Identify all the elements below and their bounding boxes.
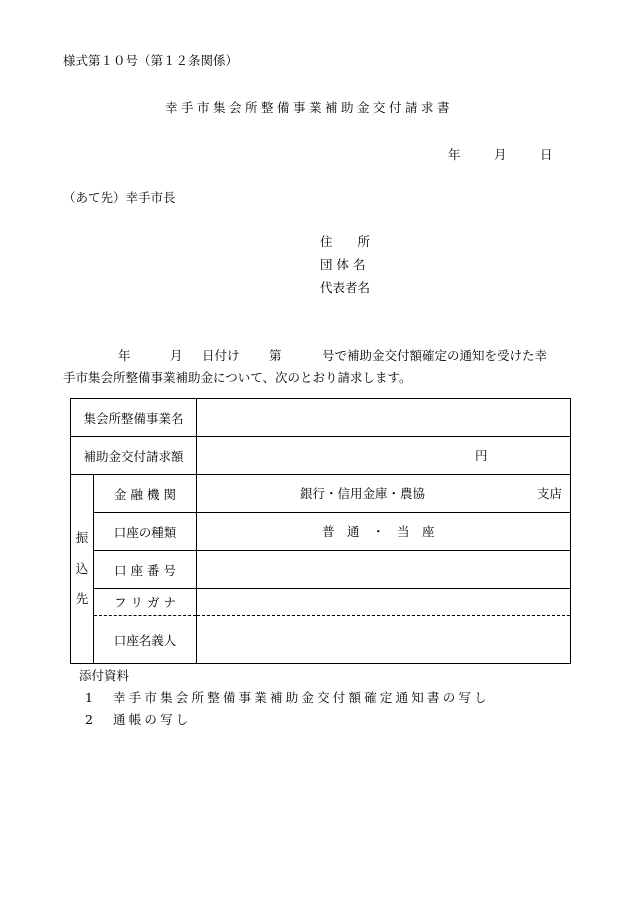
row-account-holder — [71, 616, 571, 664]
project-name-value[interactable] — [197, 399, 571, 437]
attachment-item — [85, 692, 490, 705]
attachment-number: 1 — [85, 690, 93, 705]
row-bank — [71, 475, 571, 513]
date-day: 日 — [540, 147, 553, 162]
statement-line1-rest: 号で補助金交付額確定の通知を受けた幸 — [322, 348, 548, 363]
applicant-group-label: 団 体 名 — [320, 257, 366, 272]
transfer-label-char-1: 振 — [75, 530, 89, 546]
branch-suffix: 支店 — [537, 486, 563, 501]
bank-value[interactable] — [197, 475, 571, 513]
account-number-value[interactable] — [197, 551, 571, 589]
account-type-options: 普 通 ・ 当 座 — [322, 524, 435, 539]
amount-label: 補助金交付請求額 — [71, 437, 197, 475]
addressee: （あて先）幸手市長 — [63, 190, 176, 205]
request-statement-line1 — [63, 345, 578, 367]
row-account-type — [71, 513, 571, 551]
request-statement — [63, 345, 578, 389]
request-form-table — [70, 398, 571, 664]
statement-dated: 日付け — [202, 348, 240, 363]
form-number: 様式第１０号（第１２条関係） — [63, 53, 239, 68]
amount-value[interactable] — [197, 437, 571, 475]
row-project-name — [71, 399, 571, 437]
account-holder-label: 口座名義人 — [94, 616, 197, 664]
statement-month: 月 — [170, 348, 183, 363]
statement-number-prefix: 第 — [269, 348, 282, 363]
furigana-value[interactable] — [197, 589, 571, 616]
applicant-representative-label: 代表者名 — [320, 280, 371, 295]
attachments-title: 添付資料 — [79, 668, 130, 683]
account-type-value[interactable] — [197, 513, 571, 551]
date-row — [448, 149, 553, 162]
document-title: 幸手市集会所整備事業補助金交付請求書 — [165, 100, 454, 115]
account-type-label: 口座の種類 — [94, 513, 197, 551]
attachment-text: 通帳の写し — [113, 712, 192, 727]
row-amount — [71, 437, 571, 475]
date-year: 年 — [448, 147, 461, 162]
attachment-text: 幸手市集会所整備事業補助金交付額確定通知書の写し — [113, 690, 490, 705]
statement-year: 年 — [118, 348, 131, 363]
date-month: 月 — [494, 147, 507, 162]
project-name-label: 集会所整備事業名 — [71, 399, 197, 437]
request-statement-line2: 手市集会所整備事業補助金について、次のとおり請求します。 — [63, 370, 412, 385]
transfer-label-char-2: 込 — [75, 560, 89, 576]
attachment-item — [85, 714, 192, 727]
row-furigana — [71, 589, 571, 616]
row-account-number — [71, 551, 571, 589]
bank-types: 銀行・信用金庫・農協 — [300, 486, 426, 501]
furigana-label: フ リ ガ ナ — [94, 589, 197, 616]
bank-label: 金 融 機 関 — [94, 475, 197, 513]
account-holder-value[interactable] — [197, 616, 571, 664]
applicant-address-label: 住 所 — [320, 234, 371, 249]
transfer-label-char-3: 先 — [75, 591, 89, 607]
amount-unit: 円 — [475, 448, 488, 463]
attachment-number: 2 — [85, 712, 93, 727]
transfer-destination-label — [71, 475, 94, 664]
account-number-label: 口 座 番 号 — [94, 551, 197, 589]
